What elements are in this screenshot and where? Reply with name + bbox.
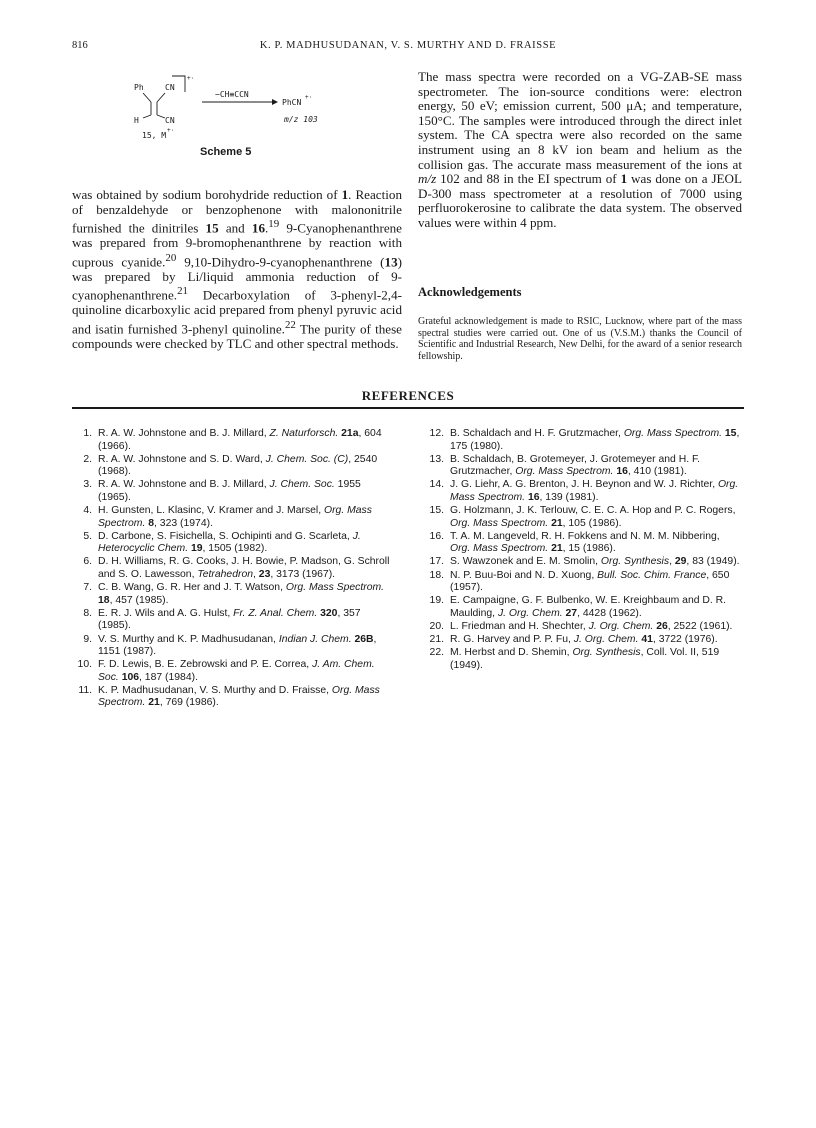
reference-number: 14. <box>429 479 444 491</box>
reference-text: J. G. Liehr, A. G. Brenton, J. H. Beynon and W. J. Richter, Org. Mass Spectrom. 16, 139 (1981). <box>450 479 739 503</box>
running-header <box>72 40 744 56</box>
reference-item <box>72 608 392 633</box>
right-column-paragraph: The mass spectra were recorded on a VG-ZAB-SE mass spectrometer. The ion-source conditions were: electron energy, 50 eV; emission current, 500 μA; and temperature, 150°C. The samples were introduced through the direct inlet system. The CA spectra were also recorded on the same instrument using an 8 kV ion beam and helium as the collision gas. The accurate mass measurement of the ions at m/z 102 and 88 in the EI spectrum of 1 was done on a JEOL D-300 mass spectrometer at a resolution of 7000 using perfluorokerosine to calibrate the data system. The observed values were within 4 ppm. <box>418 69 742 230</box>
reference-number: 5. <box>83 530 92 542</box>
label-mz: m/z 103 <box>284 115 318 124</box>
label-reagent: −CH≡CCN <box>215 90 249 99</box>
reference-item <box>424 634 742 647</box>
reference-text: V. S. Murthy and K. P. Madhusudanan, Indian J. Chem. 26B, 1151 (1987). <box>98 633 377 658</box>
references-rule <box>72 407 744 409</box>
left-column <box>72 188 402 351</box>
reference-number: 17. <box>429 556 444 568</box>
reference-number: 12. <box>429 428 444 439</box>
reference-item <box>424 531 742 556</box>
reference-item <box>72 582 392 607</box>
reference-number: 11. <box>78 684 92 696</box>
reference-text: S. Wawzonek and E. M. Smolin, Org. Synthesis, 29, 83 (1949). <box>450 556 740 568</box>
reference-item <box>72 428 392 453</box>
reference-number: 1. <box>83 428 92 439</box>
reference-text: E. Campaigne, G. F. Bulbenko, W. E. Kreighbaum and D. R. Maulding, J. Org. Chem. 27, 4428 (1962). <box>450 595 727 619</box>
bond-h <box>143 115 151 118</box>
reference-item <box>424 570 742 595</box>
reference-number: 3. <box>83 479 92 491</box>
acknowledgements-text: Grateful acknowledgement is made to RSIC, Lucknow, where part of the mass spectral studies were carried out. One of us (V.S.M.) thanks the Council of Scientific and Industrial Research, New Delhi, for the award of a senior research fellowship. <box>418 316 742 362</box>
reference-item <box>72 531 392 556</box>
reference-number: 18. <box>429 569 444 581</box>
references-list-left <box>72 428 392 711</box>
reference-text: K. P. Madhusudanan, V. S. Murthy and D. Fraisse, Org. Mass Spectrom. 21, 769 (1986). <box>98 684 380 709</box>
reference-item <box>72 479 392 504</box>
reference-item <box>424 505 742 530</box>
page-number: 816 <box>72 40 88 51</box>
reference-item <box>424 479 742 504</box>
bond-cn-bottom <box>157 115 165 118</box>
reference-text: E. R. J. Wils and A. G. Hulst, Fr. Z. Anal. Chem. 320, 357 (1985). <box>98 607 361 632</box>
reference-item <box>424 621 742 634</box>
bond-cn-top <box>157 93 165 102</box>
label-compound-charge: +· <box>167 127 175 134</box>
header-authors: K. P. MADHUSUDANAN, V. S. MURTHY AND D. FRAISSE <box>259 40 557 51</box>
label-product: PhCN <box>282 98 302 107</box>
reference-text: B. Schaldach and H. F. Grutzmacher, Org. Mass Spectrom. 15, 175 (1980). <box>450 428 740 452</box>
label-compound: 15, M <box>142 131 167 140</box>
reference-number: 22. <box>429 647 444 659</box>
scheme-5-structure <box>72 70 402 150</box>
reference-number: 13. <box>429 453 444 465</box>
reference-number: 10. <box>77 659 92 671</box>
scheme-caption: Scheme 5 <box>200 146 252 158</box>
reference-text: T. A. M. Langeveld, R. H. Fokkens and N. M. M. Nibbering, Org. Mass Spectrom. 21, 15 (1986). <box>450 530 720 555</box>
label-cn-bottom: CN <box>165 116 175 125</box>
reference-item <box>424 595 742 620</box>
reference-item <box>72 634 392 659</box>
reference-item <box>424 428 742 453</box>
reference-number: 4. <box>83 505 92 517</box>
reference-number: 7. <box>83 582 92 594</box>
reference-text: N. P. Buu-Boi and N. D. Xuong, Bull. Soc. Chim. France, 650 (1957). <box>450 569 730 594</box>
reference-item <box>72 685 392 710</box>
references-list-right <box>424 428 742 673</box>
reference-text: R. A. W. Johnstone and S. D. Ward, J. Chem. Soc. (C), 2540 (1968). <box>98 453 378 478</box>
reference-number: 20. <box>429 620 444 632</box>
reference-text: R. A. W. Johnstone and B. J. Millard, Z. Naturforsch. 21a, 604 (1966). <box>98 428 382 452</box>
reference-item <box>424 647 742 672</box>
reference-number: 9. <box>83 633 92 645</box>
bond-ph <box>143 93 151 102</box>
reference-text: R. G. Harvey and P. P. Fu, J. Org. Chem. 41, 3722 (1976). <box>450 634 718 645</box>
acknowledgements-heading: Acknowledgements <box>418 285 522 299</box>
reference-item <box>72 556 392 581</box>
reference-text: D. Carbone, S. Fisichella, S. Ochipinti and G. Scarleta, J. Heterocyclic Chem. 19, 1505 (1982). <box>98 530 361 555</box>
reference-item <box>72 454 392 479</box>
reference-text: F. D. Lewis, B. E. Zebrowski and P. E. Correa, J. Am. Chem. Soc. 106, 187 (1984). <box>98 659 375 683</box>
label-product-charge: +· <box>305 94 313 101</box>
reference-number: 2. <box>83 453 92 465</box>
label-h: H <box>134 116 139 125</box>
reference-text: L. Friedman and H. Shechter, J. Org. Chem. 26, 2522 (1961). <box>450 620 733 632</box>
reference-number: 21. <box>429 634 444 645</box>
reference-text: C. B. Wang, G. R. Her and J. T. Watson, Org. Mass Spectrom. 18, 457 (1985). <box>98 582 385 606</box>
reference-number: 19. <box>429 595 444 607</box>
right-column <box>418 70 742 231</box>
reference-text: B. Schaldach, B. Grotemeyer, J. Grotemeyer and H. F. Grutzmacher, Org. Mass Spectrom. 16, 410 (1981). <box>450 453 701 478</box>
label-ion-charge: +· <box>187 75 195 82</box>
reference-item <box>424 556 742 569</box>
reference-item <box>424 454 742 479</box>
reference-number: 8. <box>83 607 92 619</box>
label-cn-top: CN <box>165 83 175 92</box>
reference-number: 6. <box>83 556 92 568</box>
reference-number: 15. <box>429 505 444 517</box>
reference-text: G. Holzmann, J. K. Terlouw, C. E. C. A. Hop and P. C. Rogers, Org. Mass Spectrom. 21, 105 (1986). <box>450 505 736 529</box>
references-heading: REFERENCES <box>361 388 455 403</box>
left-column-paragraph: was obtained by sodium borohydride reduction of 1. Reaction of benzaldehyde or benzophenone with malononitrile furnished the dinitriles 15 and 16.19 9-Cyanophenanthrene was prepared from 9-bromophenanthrene by reaction with cuprous cyanide.$^{20}$ 9,10-Dihydro-9-cyanophenanthrene (13) was prepared by Li/liquid ammonia reduction of 9-cyanophenanthrene.$^{21}$ Decarboxylation of 3-phenyl-2,4-quinoline dicarboxylic acid prepared from phenyl pyruvic acid and isatin furnished 3-phenyl quinoline.$^{22}$ The purity of these compounds were checked by TLC and other spectral methods. <box>72 187 402 351</box>
reference-text: R. A. W. Johnstone and B. J. Millard, J. Chem. Soc. 1955 (1965). <box>98 479 361 503</box>
reference-text: M. Herbst and D. Shemin, Org. Synthesis, Coll. Vol. II, 519 (1949). <box>450 647 720 671</box>
label-ph: Ph <box>134 83 144 92</box>
reference-text: H. Gunsten, L. Klasinc, V. Kramer and J. Marsel, Org. Mass Spectrom. 8, 323 (1974). <box>98 505 372 529</box>
reference-item <box>72 505 392 530</box>
reference-text: D. H. Williams, R. G. Cooks, J. H. Bowie, P. Madson, G. Schroll and S. O. Lawesson, Tetrahedron, 23, 3173 (1967). <box>98 556 390 581</box>
reference-number: 16. <box>429 530 444 542</box>
reaction-arrow-head <box>272 99 278 105</box>
reference-item <box>72 659 392 684</box>
